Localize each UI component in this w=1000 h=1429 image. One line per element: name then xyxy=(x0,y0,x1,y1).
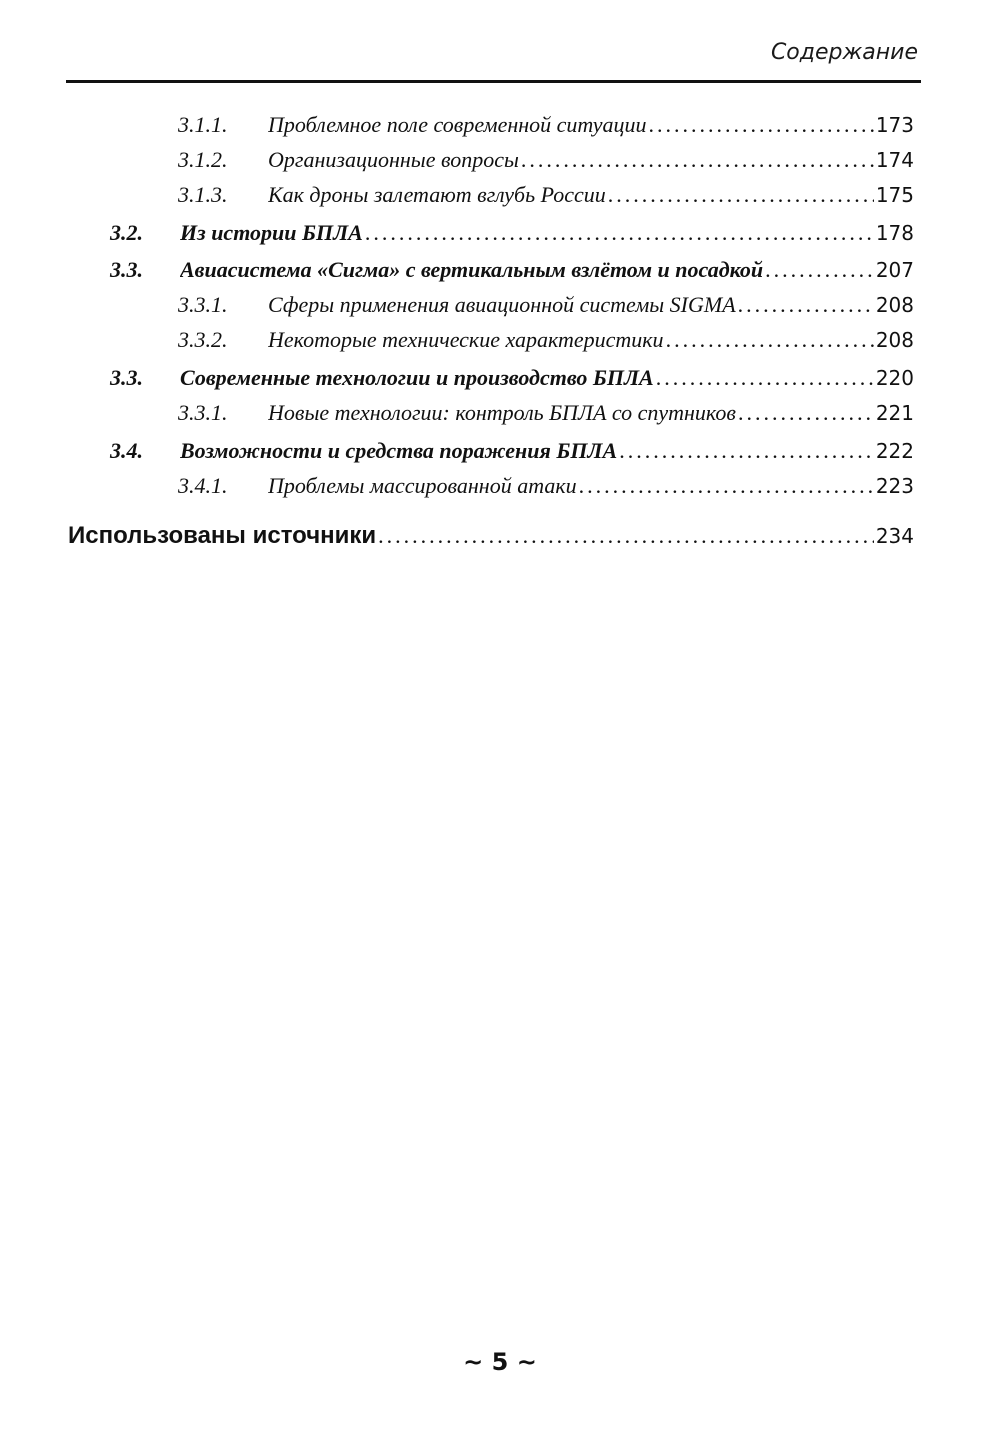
toc-leader-dots xyxy=(738,288,874,322)
toc-entry[interactable] xyxy=(0,288,1000,322)
toc-leader-dots xyxy=(521,143,874,177)
toc-entry-page: 208 xyxy=(875,293,914,317)
toc-entry[interactable] xyxy=(0,434,1000,468)
toc-entry-number: 3.4. xyxy=(110,438,143,463)
page-number: ~ 5 ~ xyxy=(463,1348,537,1376)
toc-entry-page: 208 xyxy=(875,328,914,352)
toc-leader-dots xyxy=(579,469,874,503)
toc-leader-dots xyxy=(738,396,874,430)
toc-entry-page: 234 xyxy=(875,524,914,548)
toc-entry-number: 3.3. xyxy=(110,257,143,282)
toc-entry-number: 3.1.2. xyxy=(178,147,228,172)
toc-entry-title: Проблемное поле современной ситуации xyxy=(268,112,647,137)
toc-entry-title: Организационные вопросы xyxy=(268,147,519,172)
toc-leader-dots xyxy=(656,361,874,395)
toc-entry[interactable] xyxy=(0,323,1000,357)
toc-entry[interactable] xyxy=(0,216,1000,250)
toc-entry-number: 3.4.1. xyxy=(178,473,228,498)
toc-entry-number: 3.1.1. xyxy=(178,112,228,137)
toc-entry[interactable] xyxy=(0,469,1000,503)
toc-entry-title: Из истории БПЛА xyxy=(180,220,363,245)
toc-entry-page: 175 xyxy=(875,183,914,207)
toc-leader-dots xyxy=(619,434,874,468)
toc-leader-dots xyxy=(365,216,874,250)
toc-entry-number: 3.2. xyxy=(110,220,143,245)
toc-entry[interactable] xyxy=(0,143,1000,177)
toc-entry-title: Некоторые технические характеристики xyxy=(268,327,664,352)
toc-leader-dots xyxy=(378,519,874,553)
toc-entry-title: Возможности и средства поражения БПЛА xyxy=(180,438,618,463)
toc-entry-number: 3.3. xyxy=(110,365,143,390)
toc-entry-page: 173 xyxy=(875,113,914,137)
toc-entry-title: Современные технологии и производство БПЛА xyxy=(180,365,654,390)
toc-entry[interactable] xyxy=(0,108,1000,142)
toc-leader-dots xyxy=(649,108,874,142)
toc-entry[interactable] xyxy=(0,396,1000,430)
toc-entry-page: 220 xyxy=(875,366,914,390)
toc-entry-title: Как дроны залетают вглубь России xyxy=(268,182,606,207)
toc-entry-number: 3.1.3. xyxy=(178,182,228,207)
toc-entry-page: 221 xyxy=(875,401,914,425)
toc-entry-number: 3.3.2. xyxy=(178,327,228,352)
toc-entry-title: Использованы источники xyxy=(68,522,377,549)
toc-entry-page: 174 xyxy=(875,148,914,172)
toc-entry-page: 222 xyxy=(875,439,914,463)
toc-entry-title: Сферы применения авиационной системы SIGMA xyxy=(268,292,736,317)
toc-entry[interactable] xyxy=(0,253,1000,287)
toc-entry-number: 3.3.1. xyxy=(178,292,228,317)
toc-entry-page: 207 xyxy=(875,258,914,282)
toc-entry-title: Авиасистема «Сигма» с вертикальным взлётом и посадкой xyxy=(180,257,764,282)
toc-leader-dots xyxy=(765,253,874,287)
toc-entry-title: Проблемы массированной атаки xyxy=(268,473,577,498)
toc-leader-dots xyxy=(666,323,874,357)
toc-entry-page: 178 xyxy=(875,221,914,245)
toc-entry-number: 3.3.1. xyxy=(178,400,228,425)
toc-entry-title: Новые технологии: контроль БПЛА со спутников xyxy=(268,400,736,425)
toc-entry[interactable] xyxy=(0,361,1000,395)
header-rule xyxy=(66,80,921,83)
running-head-title: Содержание xyxy=(770,40,918,65)
toc-leader-dots xyxy=(608,178,874,212)
toc-entry[interactable] xyxy=(0,178,1000,212)
toc-entry-page: 223 xyxy=(875,474,914,498)
toc-entry-sources[interactable] xyxy=(0,519,1000,553)
